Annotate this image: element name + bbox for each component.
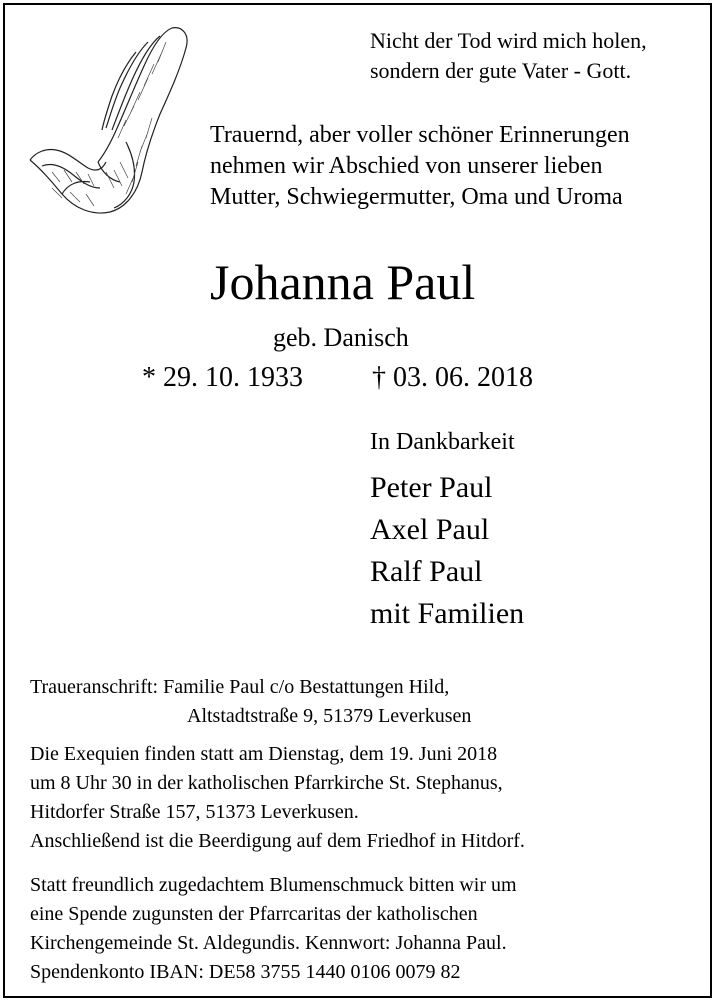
donation-line: Kirchengemeinde St. Aldegundis. Kennwort: Johanna Paul.	[30, 932, 507, 954]
donation-info	[30, 871, 517, 987]
quote-text	[370, 26, 647, 86]
birth-date: * 29. 10. 1933	[142, 362, 303, 393]
quote-line: sondern der gute Vater - Gott.	[370, 58, 632, 83]
intro-line: nehmen wir Abschied von unserer lieben	[210, 153, 603, 179]
death-date: † 03. 06. 2018	[372, 362, 533, 393]
funeral-info	[30, 740, 525, 856]
deceased-name: Johanna Paul	[210, 254, 476, 310]
thanks-heading: In Dankbarkeit	[370, 429, 515, 455]
funeral-line: Anschließend ist die Beerdigung auf dem Friedhof in Hitdorf.	[30, 830, 525, 852]
mourning-address	[30, 673, 471, 731]
address-line: Altstadtstraße 9, 51379 Leverkusen	[187, 705, 472, 727]
intro-text	[210, 120, 630, 213]
mourner-list	[370, 467, 524, 635]
mourner-name: Ralf Paul	[370, 555, 483, 588]
funeral-line: um 8 Uhr 30 in der katholischen Pfarrkirche St. Stephanus,	[30, 772, 503, 794]
address-line: Traueranschrift: Familie Paul c/o Bestattungen Hild,	[30, 676, 450, 698]
mourner-name: Axel Paul	[370, 513, 490, 546]
funeral-line: Die Exequien finden statt am Dienstag, dem 19. Juni 2018	[30, 743, 498, 765]
donation-line: Spendenkonto IBAN: DE58 3755 1440 0106 0079 82	[30, 961, 461, 983]
donation-line: eine Spende zugunsten der Pfarrcaritas der katholischen	[30, 903, 478, 925]
quote-line: Nicht der Tod wird mich holen,	[370, 28, 647, 53]
funeral-line: Hitdorfer Straße 157, 51373 Leverkusen.	[30, 801, 359, 823]
intro-line: Mutter, Schwiegermutter, Oma und Uroma	[210, 184, 623, 210]
praying-hands-icon	[22, 22, 200, 218]
intro-line: Trauernd, aber voller schöner Erinnerungen	[210, 122, 630, 148]
mourner-name: Peter Paul	[370, 471, 493, 504]
mourner-name: mit Familien	[370, 597, 525, 630]
donation-line: Statt freundlich zugedachtem Blumenschmuck bitten wir um	[30, 874, 517, 896]
maiden-name: geb. Danisch	[273, 323, 409, 352]
